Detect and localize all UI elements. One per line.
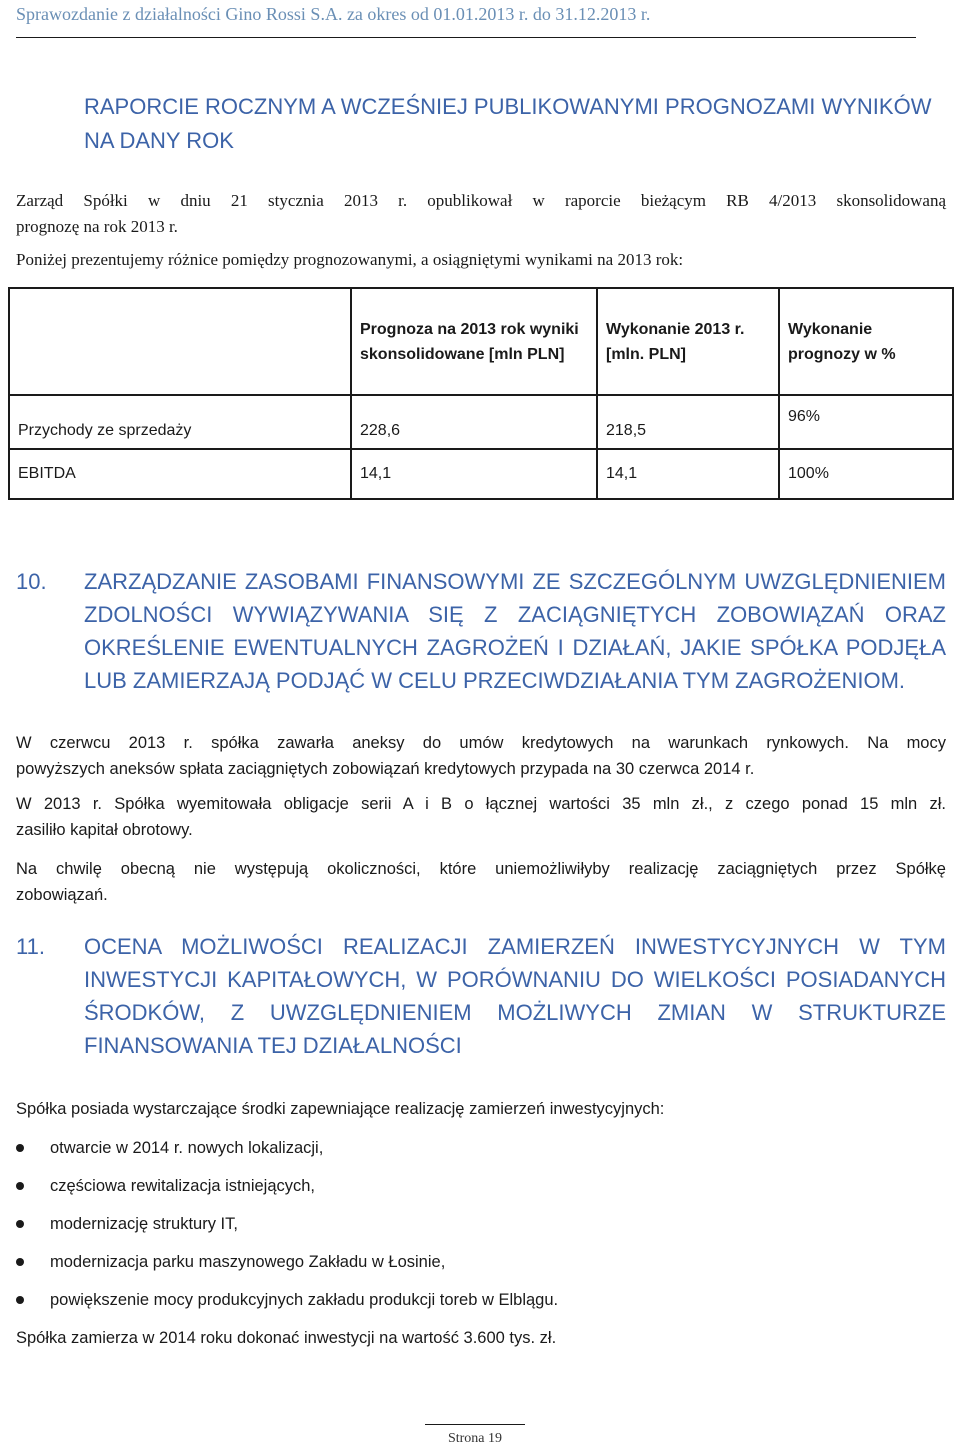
section-9-heading-line-1: RAPORCIE ROCZNYM A WCZEŚNIEJ PUBLIKOWANYMI PROGNOZAMI WYNIKÓW [84, 94, 932, 119]
table-cell-label: EBITDA [9, 449, 351, 499]
table-row [9, 395, 953, 449]
table-row [9, 449, 953, 499]
bullet-icon [16, 1220, 24, 1228]
section-11-heading-line: FINANSOWANIA TEJ DZIAŁALNOŚCI [84, 1033, 462, 1058]
list-item [16, 1281, 916, 1319]
running-header: Sprawozdanie z działalności Gino Rossi S.A. za okres od 01.01.2013 r. do 31.12.2013 r. [16, 4, 651, 24]
paragraph-line: zasiliło kapitał obrotowy. [16, 821, 193, 839]
section-9-paragraph-2: Poniżej prezentujemy różnice pomiędzy prognozowanymi, a osiągniętymi wynikami na 2013 rok: [16, 250, 684, 269]
paragraph-line: Zarząd Spółki w dniu 21 stycznia 2013 r. opublikował w raporcie bieżącym RB 4/2013 skonsolidowaną [16, 191, 946, 210]
list-item [16, 1129, 916, 1167]
list-item-text: modernizacja parku maszynowego Zakładu w Łosinie, [50, 1253, 446, 1271]
bullet-icon [16, 1258, 24, 1266]
table-cell-label: Przychody ze sprzedaży [9, 395, 351, 449]
paragraph-line: zobowiązań. [16, 886, 108, 904]
table-header-row [9, 288, 953, 395]
bullet-icon [16, 1296, 24, 1304]
table-cell-actual: 14,1 [597, 449, 779, 499]
section-9-heading-continuation [84, 90, 944, 158]
paragraph-line: W czerwcu 2013 r. spółka zawarła aneksy do umów kredytowych na warunkach rynkowych. Na mocy [16, 734, 946, 752]
list-item-text: powiększenie mocy produkcyjnych zakładu produkcji toreb w Elblągu. [50, 1291, 559, 1309]
section-11-heading-line: INWESTYCJI KAPITAŁOWYCH, W PORÓWNANIU DO WIELKOŚCI POSIADANYCH [84, 967, 946, 992]
header-rule [16, 37, 916, 38]
page-number: Strona 19 [447, 1431, 503, 1446]
paragraph-line: prognozę na rok 2013 r. [16, 217, 178, 236]
section-10-number: 10. [16, 569, 47, 594]
list-item-text: częściowa rewitalizacja istniejących, [50, 1177, 316, 1195]
table-cell-forecast: 228,6 [351, 395, 597, 449]
list-item [16, 1167, 916, 1205]
section-11-number: 11. [16, 934, 45, 959]
section-11-heading-line: OCENA MOŻLIWOŚCI REALIZACJI ZAMIERZEŃ INWESTYCYJNYCH W TYM [84, 934, 946, 959]
list-item [16, 1243, 916, 1281]
forecast-comparison-table [8, 287, 954, 500]
section-10-heading [16, 565, 946, 697]
section-10-heading-line: ZDOLNOŚCI WYWIĄZYWANIA SIĘ Z ZACIĄGNIĘTYCH ZOBOWIĄZAŃ ORAZ [84, 602, 946, 627]
list-item [16, 1205, 916, 1243]
list-item-text: modernizację struktury IT, [50, 1215, 238, 1233]
section-11-intro: Spółka posiada wystarczające środki zapewniające realizację zamierzeń inwestycyjnych: [16, 1100, 665, 1118]
section-10-heading-line: LUB ZAMIERZAJĄ PODJĄĆ W CELU PRZECIWDZIAŁANIA TYM ZAGROŻENIOM. [84, 668, 906, 693]
section-10-paragraph-1 [16, 730, 946, 782]
section-9-heading-line-2: NA DANY ROK [84, 128, 234, 153]
section-10-paragraph-2 [16, 791, 946, 843]
footer-rule [425, 1424, 525, 1425]
section-11-heading-line: ŚRODKÓW, Z UWZGLĘDNIENIEM MOŻLIWYCH ZMIAN W STRUKTURZE [84, 1000, 946, 1025]
table-header-empty [9, 288, 351, 395]
table-cell-actual: 218,5 [597, 395, 779, 449]
section-11-heading [16, 930, 946, 1062]
table-cell-percent: 100% [779, 449, 953, 499]
section-9-paragraph-1 [16, 188, 946, 240]
table-header-percent: Wykonanie prognozy w % [779, 288, 953, 395]
list-item-text: otwarcie w 2014 r. nowych lokalizacji, [50, 1139, 324, 1157]
paragraph-line: powyższych aneksów spłata zaciągniętych zobowiązań kredytowych przypada na 30 czerwca 2014 r. [16, 760, 755, 778]
bullet-icon [16, 1182, 24, 1190]
section-11-closing: Spółka zamierza w 2014 roku dokonać inwestycji na wartość 3.600 tys. zł. [16, 1329, 557, 1347]
table-cell-percent: 96% [779, 395, 953, 449]
section-10-paragraph-3 [16, 856, 946, 908]
section-10-heading-line: OKREŚLENIE EWENTUALNYCH ZAGROŻEŃ I DZIAŁAŃ, JAKIE SPÓŁKA PODJĘŁA [84, 635, 946, 660]
table-header-actual: Wykonanie 2013 r. [mln. PLN] [597, 288, 779, 395]
bullet-icon [16, 1144, 24, 1152]
investment-list [16, 1129, 916, 1319]
table-header-forecast: Prognoza na 2013 rok wyniki skonsolidowane [mln PLN] [351, 288, 597, 395]
section-10-heading-line: ZARZĄDZANIE ZASOBAMI FINANSOWYMI ZE SZCZEGÓLNYM UWZGLĘDNIENIEM [84, 569, 946, 594]
table-cell-forecast: 14,1 [351, 449, 597, 499]
paragraph-line: W 2013 r. Spółka wyemitowała obligacje serii A i B o łącznej wartości 35 mln zł., z czego ponad 15 mln zł. [16, 795, 946, 813]
paragraph-line: Na chwilę obecną nie występują okoliczności, które uniemożliwiłyby realizację zaciągniętych przez Spółkę [16, 860, 946, 878]
